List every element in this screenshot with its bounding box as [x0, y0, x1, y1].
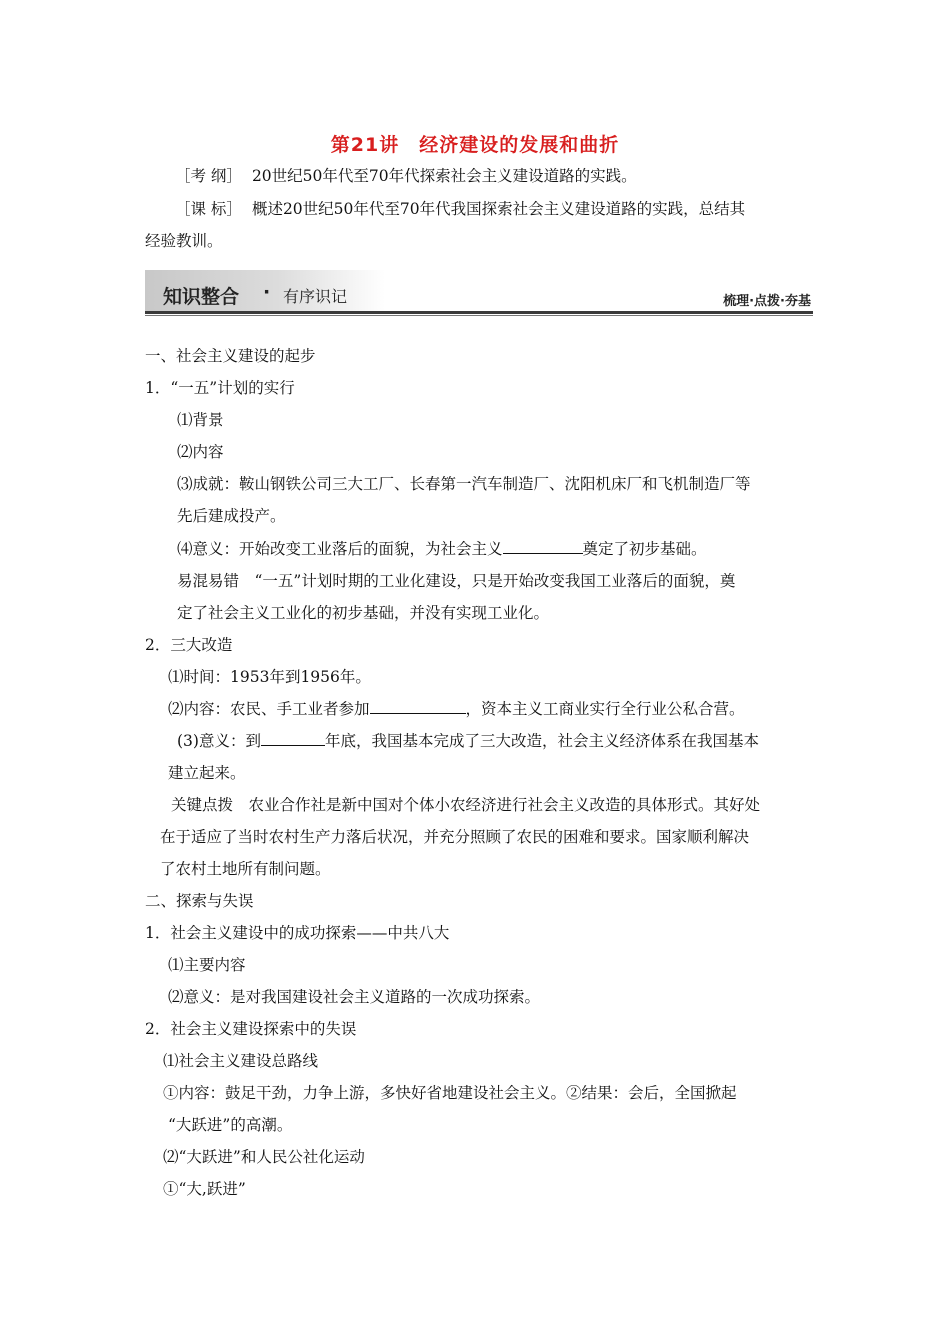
subsection-heading: 2．社会主义建设探索中的失误	[145, 1020, 357, 1038]
item-text: ⑷意义：开始改变工业落后的面貌，为社会主义	[177, 540, 503, 558]
banner-rule	[145, 311, 813, 314]
kebiao-text: 概述20世纪50年代至70年代我国探索社会主义建设道路的实践，总结其	[251, 200, 746, 218]
kebiao-text-cont: 经验教训。	[145, 232, 223, 250]
banner-title: 知识整合	[163, 286, 240, 308]
item-line: ⑴主要内容	[168, 956, 246, 974]
item-text: 年底，我国基本完成了三大改造，社会主义经济体系在我国基本	[324, 732, 759, 750]
section-banner	[145, 270, 813, 316]
fill-blank	[503, 539, 583, 554]
kebiao-line	[175, 199, 745, 219]
fill-blank	[370, 699, 466, 714]
subsection-heading: 1．“一五”计划的实行	[145, 379, 295, 397]
subsection-heading: 2．三大改造	[145, 636, 233, 654]
section-heading: 二、探索与失误	[145, 892, 254, 910]
item-line-with-blank	[177, 539, 707, 559]
kaogang-text: 20世纪50年代至70年代探索社会主义建设道路的实践。	[251, 167, 637, 185]
banner-right-label: 梳理·点拨·夯基	[723, 294, 811, 309]
fill-blank	[261, 731, 325, 746]
item-text: ⑵内容：农民、手工业者参加	[168, 700, 370, 718]
item-line-with-blank	[168, 699, 745, 719]
item-line: “大跃进”的高潮。	[168, 1116, 293, 1134]
kaogang-tag: ［考 纲］	[175, 167, 242, 185]
item-line: ①内容：鼓足干劲，力争上游，多快好省地建设社会主义。②结果：会后，全国掀起	[163, 1084, 737, 1102]
page-title: 第21讲 经济建设的发展和曲折	[330, 134, 620, 156]
note-line: 了农村土地所有制问题。	[160, 860, 331, 878]
item-line: ①“大,跃进”	[163, 1180, 246, 1198]
item-line: ⑴社会主义建设总路线	[163, 1052, 319, 1070]
section-heading: 一、社会主义建设的起步	[145, 347, 316, 365]
note-line: 关键点拨 农业合作社是新中国对个体小农经济进行社会主义改造的具体形式。其好处	[171, 796, 761, 814]
note-line: 在于适应了当时农村生产力落后状况，并充分照顾了农民的困难和要求。国家顺利解决	[160, 828, 750, 846]
item-text: (3)意义：到	[177, 732, 261, 750]
item-text: ，资本主义工商业实行全行业公私合营。	[465, 700, 745, 718]
banner-rule-thin	[145, 315, 813, 316]
note-line: 定了社会主义工业化的初步基础，并没有实现工业化。	[177, 604, 550, 622]
banner-dot: ·	[263, 281, 271, 303]
subsection-heading: 1．社会主义建设中的成功探索——中共八大	[145, 924, 450, 942]
item-line: 先后建成投产。	[177, 507, 286, 525]
item-line: ⑶成就：鞍山钢铁公司三大工厂、长春第一汽车制造厂、沈阳机床厂和飞机制造厂等	[177, 475, 751, 493]
item-line: 建立起来。	[168, 764, 246, 782]
kaogang-line	[175, 166, 637, 186]
item-line: ⑵内容	[177, 443, 224, 461]
banner-subtitle: 有序识记	[283, 287, 348, 306]
item-text: 奠定了初步基础。	[582, 540, 707, 558]
item-line: ⑴背景	[177, 411, 224, 429]
item-line-with-blank	[177, 731, 759, 751]
item-line: ⑴时间：1953年到1956年。	[168, 668, 371, 686]
item-line: ⑵“大跃进”和人民公社化运动	[163, 1148, 365, 1166]
item-line: ⑵意义：是对我国建设社会主义道路的一次成功探索。	[168, 988, 541, 1006]
note-line: 易混易错 “一五”计划时期的工业化建设，只是开始改变我国工业落后的面貌，奠	[177, 572, 736, 590]
kebiao-tag: ［课 标］	[175, 200, 242, 218]
